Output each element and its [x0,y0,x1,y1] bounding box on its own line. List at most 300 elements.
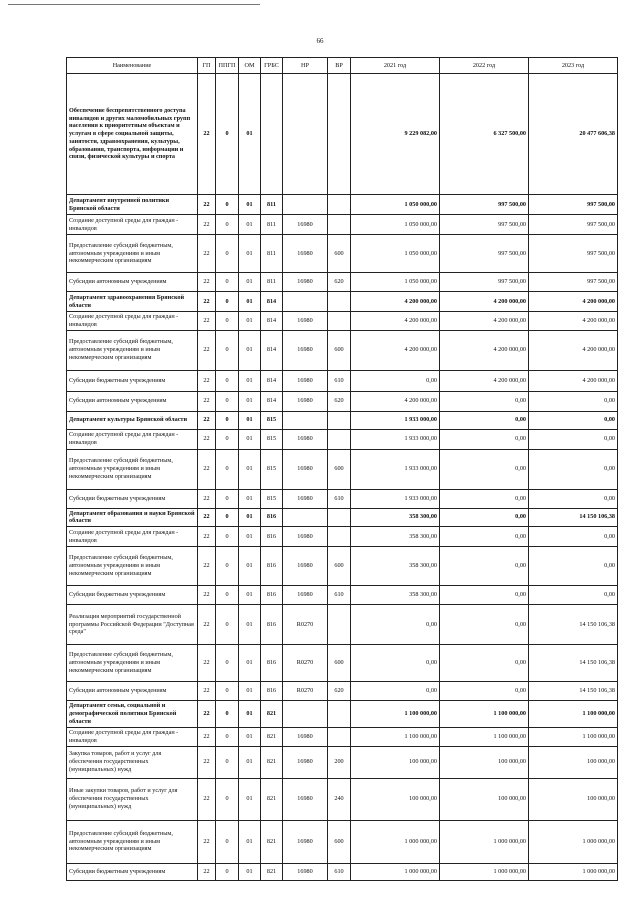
cell-vr: 620 [328,273,351,292]
cell-grbs: 814 [261,312,283,331]
cell-2023: 100 000,00 [529,778,618,820]
header-2023: 2023 год [529,58,618,74]
top-rule [8,4,260,5]
cell-gp: 22 [198,449,216,489]
table-row [67,449,618,489]
cell-ppgp: 0 [216,508,239,527]
cell-gp: 22 [198,645,216,682]
table-row [67,586,618,605]
cell-om: 01 [239,411,261,429]
cell-2023: 1 000 000,00 [529,863,618,880]
cell-2023: 14 150 106,38 [529,682,618,701]
cell-name: Субсидии автономным учреждениям [67,391,198,411]
cell-nr [283,411,328,429]
cell-nr: 16980 [283,235,328,273]
table-row [67,195,618,215]
table-row [67,215,618,235]
table-row [67,508,618,527]
cell-2021: 1 050 000,00 [351,215,440,235]
cell-om: 01 [239,312,261,331]
cell-2022: 1 100 000,00 [440,728,529,747]
cell-2021: 1 000 000,00 [351,863,440,880]
cell-ppgp: 0 [216,778,239,820]
cell-name: Департамент здравоохранения Брянской области [67,292,198,312]
cell-gp: 22 [198,292,216,312]
table-row [67,273,618,292]
cell-nr [283,195,328,215]
header-gp: ГП [198,58,216,74]
cell-om: 01 [239,195,261,215]
cell-ppgp: 0 [216,863,239,880]
cell-om: 01 [239,746,261,778]
cell-vr: 600 [328,645,351,682]
table-row [67,863,618,880]
cell-nr: 16980 [283,312,328,331]
cell-2021: 9 229 082,00 [351,74,440,195]
cell-2023: 1 000 000,00 [529,820,618,863]
cell-2023: 997 500,00 [529,215,618,235]
cell-2022: 0,00 [440,527,529,547]
cell-2023: 997 500,00 [529,273,618,292]
header-2021: 2021 год [351,58,440,74]
table-row [67,292,618,312]
cell-ppgp: 0 [216,645,239,682]
cell-2021: 1 050 000,00 [351,195,440,215]
cell-grbs: 811 [261,195,283,215]
cell-vr [328,312,351,331]
cell-grbs: 811 [261,235,283,273]
cell-ppgp: 0 [216,74,239,195]
cell-ppgp: 0 [216,820,239,863]
cell-vr: 610 [328,863,351,880]
cell-name: Департамент образования и науки Брянской области [67,508,198,527]
cell-grbs: 811 [261,273,283,292]
cell-gp: 22 [198,391,216,411]
header-om: ОМ [239,58,261,74]
cell-om: 01 [239,701,261,728]
cell-2022: 0,00 [440,605,529,645]
cell-name: Субсидии бюджетным учреждениям [67,370,198,391]
table-row [67,645,618,682]
cell-name: Предоставление субсидий бюджетным, автономным учреждениям и иным некоммерческим организациям [67,235,198,273]
cell-nr: 16980 [283,820,328,863]
cell-vr [328,701,351,728]
cell-gp: 22 [198,778,216,820]
cell-2021: 0,00 [351,645,440,682]
cell-vr [328,527,351,547]
table-row [67,489,618,508]
cell-ppgp: 0 [216,449,239,489]
cell-ppgp: 0 [216,682,239,701]
cell-2022: 0,00 [440,547,529,586]
cell-grbs [261,74,283,195]
cell-ppgp: 0 [216,701,239,728]
cell-nr: 16980 [283,586,328,605]
cell-gp: 22 [198,863,216,880]
cell-gp: 22 [198,235,216,273]
table-row [67,605,618,645]
cell-2021: 358 300,00 [351,508,440,527]
cell-vr: 620 [328,682,351,701]
cell-gp: 22 [198,195,216,215]
cell-2022: 997 500,00 [440,235,529,273]
cell-name: Предоставление субсидий бюджетным, автономным учреждениям и иным некоммерческим организациям [67,330,198,370]
cell-vr: 610 [328,489,351,508]
cell-grbs: 821 [261,863,283,880]
cell-2023: 997 500,00 [529,195,618,215]
cell-2022: 6 327 500,00 [440,74,529,195]
cell-om: 01 [239,215,261,235]
table-row [67,778,618,820]
cell-name: Субсидии автономным учреждениям [67,273,198,292]
cell-2023: 4 200 000,00 [529,292,618,312]
cell-2023: 14 150 106,38 [529,645,618,682]
cell-2021: 1 050 000,00 [351,235,440,273]
cell-2021: 4 200 000,00 [351,312,440,331]
cell-gp: 22 [198,489,216,508]
header-vr: ВР [328,58,351,74]
cell-2022: 4 200 000,00 [440,312,529,331]
cell-name: Предоставление субсидий бюджетным, автономным учреждениям и иным некоммерческим организациям [67,820,198,863]
cell-2023: 4 200 000,00 [529,312,618,331]
cell-nr [283,701,328,728]
cell-2022: 1 100 000,00 [440,701,529,728]
table-row [67,820,618,863]
table-row [67,547,618,586]
cell-2023: 4 200 000,00 [529,330,618,370]
header-2022: 2022 год [440,58,529,74]
cell-nr: 16980 [283,863,328,880]
cell-vr: 600 [328,449,351,489]
cell-ppgp: 0 [216,411,239,429]
cell-ppgp: 0 [216,746,239,778]
cell-om: 01 [239,391,261,411]
cell-om: 01 [239,863,261,880]
cell-2022: 0,00 [440,391,529,411]
cell-nr: 16980 [283,429,328,449]
cell-grbs: 815 [261,489,283,508]
cell-grbs: 821 [261,778,283,820]
header-row [67,58,618,74]
cell-2022: 4 200 000,00 [440,370,529,391]
cell-grbs: 811 [261,215,283,235]
cell-gp: 22 [198,411,216,429]
cell-name: Департамент семьи, социальной и демографической политики Брянской области [67,701,198,728]
cell-ppgp: 0 [216,547,239,586]
cell-vr: 240 [328,778,351,820]
cell-2021: 1 933 000,00 [351,449,440,489]
cell-name: Предоставление субсидий бюджетным, автономным учреждениям и иным некоммерческим организациям [67,547,198,586]
cell-2023: 100 000,00 [529,746,618,778]
table-row [67,728,618,747]
cell-2021: 1 933 000,00 [351,411,440,429]
cell-name: Иные закупки товаров, работ и услуг для обеспечения государственных (муниципальных) нужд [67,778,198,820]
header-grbs: ГРБС [261,58,283,74]
cell-vr: 620 [328,391,351,411]
cell-2021: 358 300,00 [351,586,440,605]
cell-om: 01 [239,605,261,645]
cell-ppgp: 0 [216,527,239,547]
cell-grbs: 815 [261,429,283,449]
cell-gp: 22 [198,330,216,370]
cell-om: 01 [239,508,261,527]
cell-nr: 16980 [283,215,328,235]
cell-vr [328,728,351,747]
cell-ppgp: 0 [216,215,239,235]
cell-2022: 1 000 000,00 [440,863,529,880]
cell-name: Департамент внутренней политики Брянской области [67,195,198,215]
cell-name: Субсидии бюджетным учреждениям [67,489,198,508]
page-number: 66 [316,37,324,45]
cell-2023: 0,00 [529,411,618,429]
cell-2022: 0,00 [440,411,529,429]
cell-2022: 997 500,00 [440,215,529,235]
cell-vr [328,215,351,235]
cell-2022: 4 200 000,00 [440,292,529,312]
cell-2023: 0,00 [529,391,618,411]
cell-vr: 600 [328,820,351,863]
cell-vr [328,411,351,429]
cell-2021: 100 000,00 [351,778,440,820]
table-row [67,701,618,728]
cell-gp: 22 [198,527,216,547]
cell-om: 01 [239,728,261,747]
budget-table [66,57,618,881]
cell-2021: 1 100 000,00 [351,701,440,728]
cell-2021: 4 200 000,00 [351,292,440,312]
cell-om: 01 [239,820,261,863]
cell-grbs: 814 [261,391,283,411]
cell-gp: 22 [198,682,216,701]
cell-vr: 600 [328,235,351,273]
cell-ppgp: 0 [216,370,239,391]
cell-2022: 0,00 [440,682,529,701]
cell-2022: 1 000 000,00 [440,820,529,863]
cell-gp: 22 [198,728,216,747]
cell-gp: 22 [198,586,216,605]
cell-gp: 22 [198,746,216,778]
table-row [67,682,618,701]
cell-2023: 0,00 [529,547,618,586]
cell-om: 01 [239,74,261,195]
header-ppgp: ППГП [216,58,239,74]
cell-2021: 1 000 000,00 [351,820,440,863]
cell-gp: 22 [198,370,216,391]
cell-2022: 997 500,00 [440,273,529,292]
cell-gp: 22 [198,273,216,292]
cell-nr: 16980 [283,728,328,747]
cell-grbs: 816 [261,508,283,527]
cell-om: 01 [239,778,261,820]
cell-vr: 600 [328,330,351,370]
cell-name: Субсидии бюджетным учреждениям [67,863,198,880]
cell-2021: 0,00 [351,605,440,645]
cell-grbs: 816 [261,547,283,586]
cell-ppgp: 0 [216,235,239,273]
cell-2022: 0,00 [440,429,529,449]
cell-name: Создание доступной среды для граждан - инвалидов [67,215,198,235]
cell-ppgp: 0 [216,273,239,292]
table-row [67,235,618,273]
cell-ppgp: 0 [216,330,239,370]
cell-vr: 200 [328,746,351,778]
table-body [67,74,618,881]
cell-gp: 22 [198,508,216,527]
cell-nr [283,508,328,527]
cell-om: 01 [239,586,261,605]
cell-om: 01 [239,273,261,292]
header-nr: НР [283,58,328,74]
cell-2023: 0,00 [529,429,618,449]
table-row [67,391,618,411]
cell-vr [328,508,351,527]
cell-nr: 16980 [283,273,328,292]
cell-om: 01 [239,527,261,547]
cell-nr: 16980 [283,330,328,370]
cell-ppgp: 0 [216,586,239,605]
cell-2023: 0,00 [529,489,618,508]
cell-vr [328,292,351,312]
cell-ppgp: 0 [216,605,239,645]
cell-grbs: 821 [261,746,283,778]
table-row [67,746,618,778]
cell-vr [328,605,351,645]
cell-grbs: 814 [261,292,283,312]
cell-grbs: 814 [261,330,283,370]
cell-name: Создание доступной среды для граждан - инвалидов [67,429,198,449]
cell-grbs: 814 [261,370,283,391]
cell-nr: 16980 [283,547,328,586]
cell-2023: 0,00 [529,449,618,489]
cell-name: Предоставление субсидий бюджетным, автономным учреждениям и иным некоммерческим организациям [67,645,198,682]
cell-grbs: 816 [261,645,283,682]
cell-nr: 16980 [283,527,328,547]
cell-2023: 1 100 000,00 [529,728,618,747]
cell-2023: 14 150 106,38 [529,508,618,527]
cell-2023: 20 477 606,38 [529,74,618,195]
cell-2021: 1 933 000,00 [351,489,440,508]
cell-om: 01 [239,682,261,701]
cell-nr: 16980 [283,489,328,508]
cell-2022: 0,00 [440,449,529,489]
cell-ppgp: 0 [216,292,239,312]
cell-2021: 0,00 [351,370,440,391]
cell-name: Создание доступной среды для граждан - инвалидов [67,728,198,747]
cell-2022: 997 500,00 [440,195,529,215]
table-row [67,429,618,449]
cell-2023: 0,00 [529,527,618,547]
cell-om: 01 [239,330,261,370]
cell-om: 01 [239,547,261,586]
cell-nr: 16980 [283,370,328,391]
cell-2021: 358 300,00 [351,547,440,586]
cell-2023: 997 500,00 [529,235,618,273]
cell-grbs: 821 [261,728,283,747]
cell-2021: 358 300,00 [351,527,440,547]
cell-ppgp: 0 [216,728,239,747]
cell-name: Закупка товаров, работ и услуг для обеспечения государственных (муниципальных) нужд [67,746,198,778]
cell-vr [328,74,351,195]
cell-2022: 4 200 000,00 [440,330,529,370]
cell-2022: 100 000,00 [440,778,529,820]
cell-grbs: 816 [261,586,283,605]
cell-grbs: 815 [261,449,283,489]
cell-om: 01 [239,429,261,449]
cell-om: 01 [239,235,261,273]
cell-grbs: 821 [261,820,283,863]
header-name: Наименование [67,58,198,74]
cell-2022: 0,00 [440,586,529,605]
cell-nr [283,74,328,195]
cell-2021: 1 050 000,00 [351,273,440,292]
cell-vr: 610 [328,586,351,605]
cell-name: Департамент культуры Брянской области [67,411,198,429]
cell-2023: 14 150 106,38 [529,605,618,645]
cell-ppgp: 0 [216,195,239,215]
cell-2022: 0,00 [440,489,529,508]
cell-om: 01 [239,449,261,489]
cell-grbs: 821 [261,701,283,728]
cell-ppgp: 0 [216,429,239,449]
cell-name: Субсидии автономным учреждениям [67,682,198,701]
cell-nr: R0270 [283,645,328,682]
cell-gp: 22 [198,312,216,331]
cell-nr: 16980 [283,746,328,778]
cell-nr: 16980 [283,391,328,411]
table-row [67,411,618,429]
cell-vr: 610 [328,370,351,391]
cell-name: Создание доступной среды для граждан - инвалидов [67,312,198,331]
cell-2021: 1 933 000,00 [351,429,440,449]
cell-nr: R0270 [283,605,328,645]
cell-gp: 22 [198,547,216,586]
cell-gp: 22 [198,429,216,449]
cell-2023: 0,00 [529,586,618,605]
cell-name: Создание доступной среды для граждан - инвалидов [67,527,198,547]
cell-name: Предоставление субсидий бюджетным, автономным учреждениям и иным некоммерческим организациям [67,449,198,489]
cell-ppgp: 0 [216,312,239,331]
cell-2023: 1 100 000,00 [529,701,618,728]
cell-name: Обеспечение беспрепятственного доступа инвалидов и других маломобильных групп населения к приоритетным объектам и услугам в сфере социальной защиты, занятости, здравоохранения, культуры, образования, транспорта, информации и связи, физической культуры и спорта [67,74,198,195]
cell-grbs: 816 [261,605,283,645]
cell-vr: 600 [328,547,351,586]
cell-name: Реализация мероприятий государственной программы Российской Федерации "Доступная среда" [67,605,198,645]
cell-2022: 0,00 [440,508,529,527]
table-row [67,527,618,547]
cell-2021: 0,00 [351,682,440,701]
cell-om: 01 [239,489,261,508]
cell-2021: 4 200 000,00 [351,391,440,411]
table-row [67,312,618,331]
cell-2022: 0,00 [440,645,529,682]
cell-om: 01 [239,370,261,391]
cell-nr: 16980 [283,778,328,820]
cell-vr [328,195,351,215]
cell-2021: 1 100 000,00 [351,728,440,747]
cell-grbs: 816 [261,682,283,701]
cell-2023: 4 200 000,00 [529,370,618,391]
cell-2021: 100 000,00 [351,746,440,778]
cell-name: Субсидии бюджетным учреждениям [67,586,198,605]
cell-om: 01 [239,292,261,312]
cell-nr: 16980 [283,449,328,489]
table-row [67,330,618,370]
cell-2022: 100 000,00 [440,746,529,778]
cell-gp: 22 [198,605,216,645]
cell-grbs: 816 [261,527,283,547]
cell-om: 01 [239,645,261,682]
cell-ppgp: 0 [216,391,239,411]
